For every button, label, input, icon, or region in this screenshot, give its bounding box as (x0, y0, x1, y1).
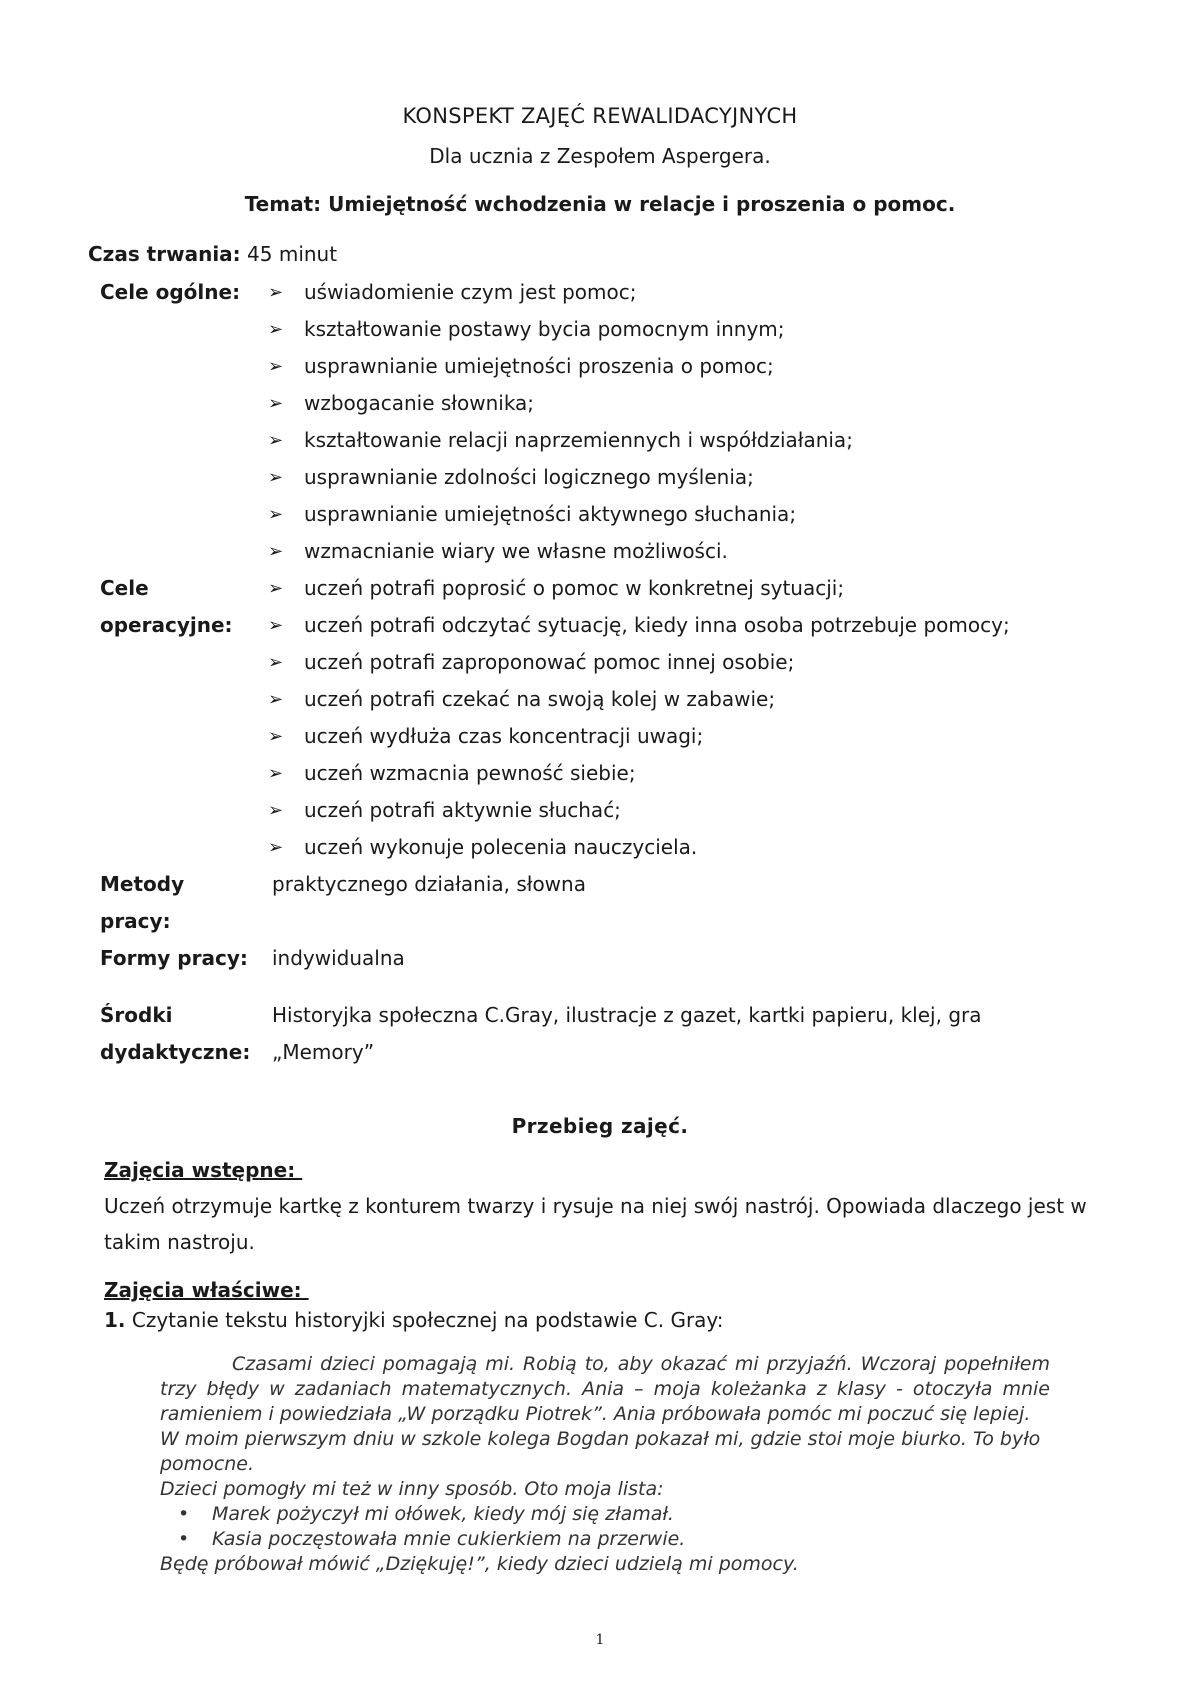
arrow-bullet-icon: ➢ (268, 800, 284, 821)
means-row-cont (0, 1034, 1200, 1071)
goal-row (0, 570, 1200, 607)
list-item-text: Kasia poczęstowała mnie cukierkiem na przerwie. (212, 1528, 686, 1550)
arrow-bullet-icon: ➢ (268, 837, 284, 858)
arrow-bullet-icon: ➢ (268, 763, 284, 784)
story-paragraph: Czasami dzieci pomagają mi. Robią to, aby okazać mi przyjaźń. Wczoraj popełniłem trzy błędy w zadaniach matematycznych. Ania – moja koleżanka z klasy - otoczyła mnie ramieniem i powiedziała „W porządku Piotrek”. Ania próbowała pomóc mi poczuć się lepiej. (160, 1353, 1050, 1425)
arrow-bullet-icon: ➢ (268, 578, 284, 599)
goal-row (0, 274, 1200, 311)
lesson-topic: Temat: Umiejętność wchodzenia w relacje i proszenia o pomoc. (244, 192, 956, 216)
operational-goal-item: uczeń wykonuje polecenia nauczyciela. (304, 835, 698, 859)
goal-row (0, 348, 1200, 385)
story-paragraph: W moim pierwszym dniu w szkole kolega Bogdan pokazał mi, gdzie stoi moje biurko. To było pomocne. (160, 1428, 1041, 1475)
arrow-bullet-icon: ➢ (268, 356, 284, 377)
list-item (178, 1502, 1050, 1527)
general-goal-item: usprawnianie umiejętności aktywnego słuchania; (304, 502, 797, 526)
page-number: 1 (595, 1632, 605, 1648)
document-title: KONSPEKT ZAJĘĆ REWALIDACYJNYCH (402, 104, 798, 128)
general-goal-item: usprawnianie zdolności logicznego myślenia; (304, 465, 754, 489)
means-value-cont: „Memory” (272, 1040, 375, 1064)
arrow-bullet-icon: ➢ (268, 467, 284, 488)
general-goal-item: wzmacnianie wiary we własne możliwości. (304, 539, 728, 563)
operational-goal-item: uczeń potrafi odczytać sytuację, kiedy inna osoba potrzebuje pomocy; (304, 613, 1010, 637)
step-number: 1. (104, 1308, 126, 1332)
goal-row (0, 644, 1200, 681)
list-item (178, 1527, 1050, 1552)
methods-label: Metody (100, 872, 185, 896)
goal-row (0, 718, 1200, 755)
means-row (0, 997, 1200, 1034)
operational-goal-item: uczeń potrafi zaproponować pomoc innej osobie; (304, 650, 795, 674)
goal-row (0, 422, 1200, 459)
means-value: Historyjka społeczna C.Gray, ilustracje z gazet, kartki papieru, klej, gra (272, 1003, 982, 1027)
goal-row (0, 681, 1200, 718)
general-goal-item: usprawnianie umiejętności proszenia o pomoc; (304, 354, 774, 378)
arrow-bullet-icon: ➢ (268, 615, 284, 636)
goal-row (0, 459, 1200, 496)
arrow-bullet-icon: ➢ (268, 726, 284, 747)
arrow-bullet-icon: ➢ (268, 504, 284, 525)
goal-row (0, 533, 1200, 570)
operational-goal-item: uczeń potrafi aktywnie słuchać; (304, 798, 621, 822)
arrow-bullet-icon: ➢ (268, 430, 284, 451)
arrow-bullet-icon: ➢ (268, 652, 284, 673)
arrow-bullet-icon: ➢ (268, 541, 284, 562)
story-list (160, 1502, 1050, 1552)
arrow-bullet-icon: ➢ (268, 319, 284, 340)
operational-goals-label: Cele (100, 576, 149, 600)
general-goals-label: Cele ogólne: (100, 280, 241, 304)
list-item-text: Marek pożyczył mi ołówek, kiedy mój się złamał. (212, 1503, 674, 1525)
story-paragraph: Dzieci pomogły mi też w inny sposób. Oto moja lista: (160, 1478, 664, 1500)
step-1 (104, 1308, 724, 1332)
goal-row (0, 311, 1200, 348)
forms-value: indywidualna (272, 946, 405, 970)
duration-label: Czas trwania: (88, 242, 241, 266)
document-subtitle: Dla ucznia z Zespołem Aspergera. (429, 144, 771, 168)
arrow-bullet-icon: ➢ (268, 393, 284, 414)
goal-row (0, 829, 1200, 866)
goal-row (0, 755, 1200, 792)
arrow-bullet-icon: ➢ (268, 282, 284, 303)
methods-row (0, 866, 1200, 903)
methods-row-cont (0, 903, 1200, 940)
course-title: Przebieg zajęć. (511, 1114, 689, 1138)
bullet-icon: • (178, 1503, 190, 1525)
operational-goal-item: uczeń wzmacnia pewność siebie; (304, 761, 636, 785)
bullet-icon: • (178, 1528, 190, 1550)
general-goal-item: wzbogacanie słownika; (304, 391, 535, 415)
general-goal-item: kształtowanie postawy bycia pomocnym innym; (304, 317, 785, 341)
goal-row (0, 607, 1200, 644)
arrow-bullet-icon: ➢ (268, 689, 284, 710)
duration-line (88, 242, 337, 266)
goal-row (0, 792, 1200, 829)
general-goal-item: uświadomienie czym jest pomoc; (304, 280, 637, 304)
main-heading: Zajęcia właściwe: (104, 1278, 309, 1302)
methods-label-cont: pracy: (100, 909, 171, 933)
goal-row (0, 496, 1200, 533)
forms-row (0, 940, 1200, 977)
intro-text: Uczeń otrzymuje kartkę z konturem twarzy i rysuje na niej swój nastrój. Opowiada dlaczego jest w takim nastroju. (104, 1194, 1087, 1254)
step-text: Czytanie tekstu historyjki społecznej na podstawie C. Gray: (131, 1308, 724, 1332)
means-label-cont: dydaktyczne: (100, 1040, 251, 1064)
operational-goal-item: uczeń potrafi poprosić o pomoc w konkretnej sytuacji; (304, 576, 845, 600)
general-goal-item: kształtowanie relacji naprzemiennych i współdziałania; (304, 428, 853, 452)
methods-value: praktycznego działania, słowna (272, 872, 586, 896)
operational-goals-label-cont: operacyjne: (100, 613, 233, 637)
operational-goal-item: uczeń potrafi czekać na swoją kolej w zabawie; (304, 687, 776, 711)
operational-goal-item: uczeń wydłuża czas koncentracji uwagi; (304, 724, 704, 748)
goal-row (0, 385, 1200, 422)
duration-value: 45 minut (247, 242, 338, 266)
forms-label: Formy pracy: (100, 946, 248, 970)
story-paragraph: Będę próbował mówić „Dziękuję!”, kiedy dzieci udzielą mi pomocy. (160, 1553, 799, 1575)
means-label: Środki (100, 1003, 173, 1027)
social-story (160, 1352, 1050, 1577)
intro-heading: Zajęcia wstępne: (104, 1158, 303, 1182)
